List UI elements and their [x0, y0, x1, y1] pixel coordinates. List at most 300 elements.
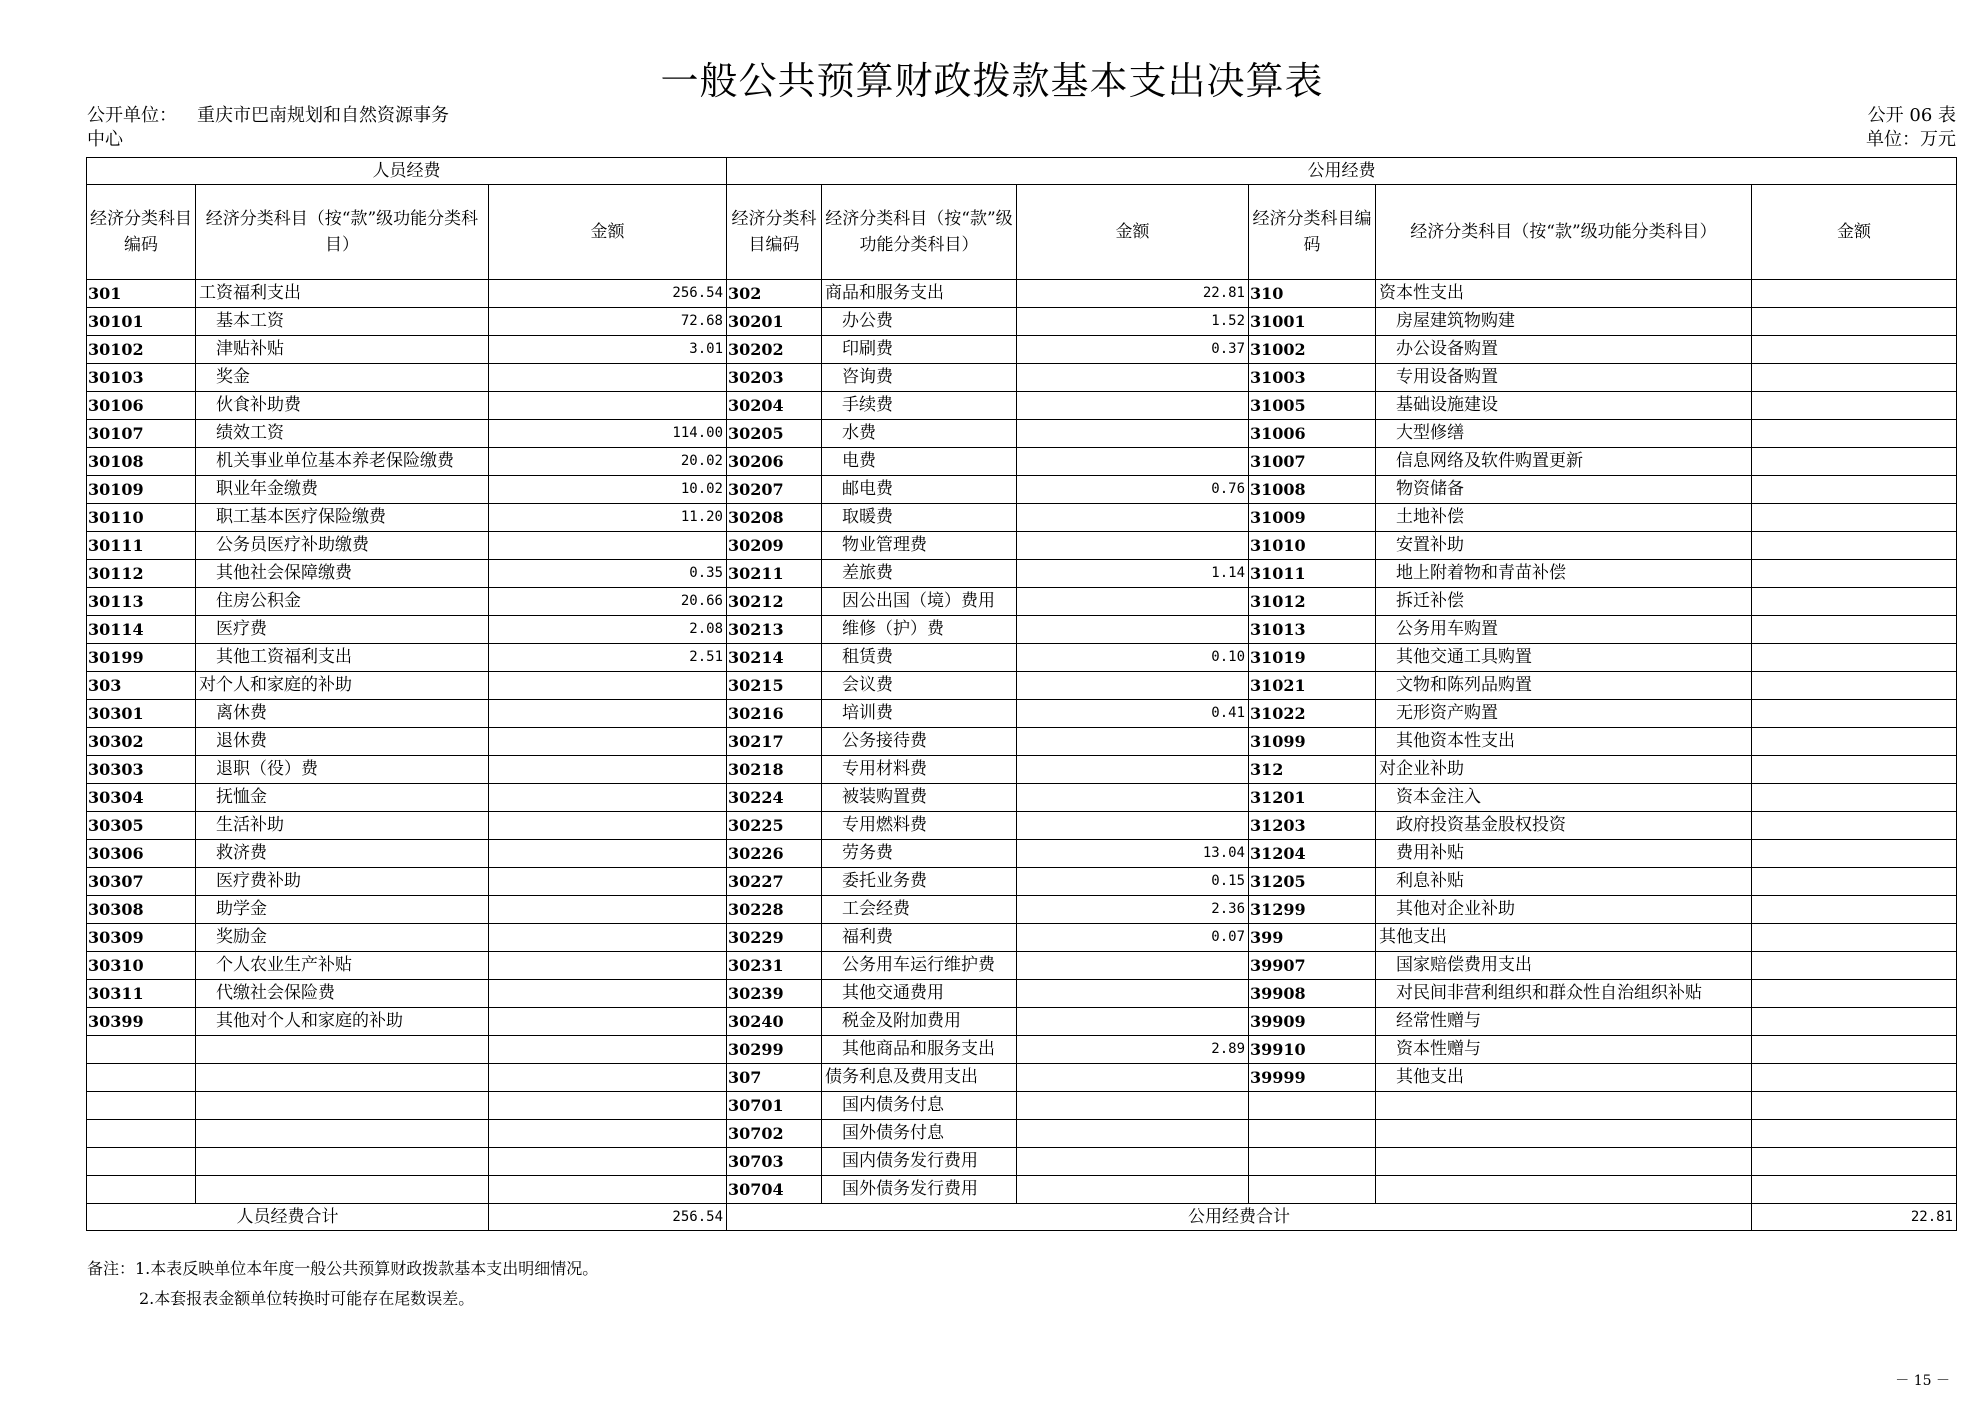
- item-name: 奖励金: [196, 924, 489, 952]
- unit-name: 重庆市巴南规划和自然资源事务: [197, 105, 449, 126]
- item-amount: [489, 924, 727, 952]
- table-row: [87, 1064, 1957, 1092]
- item-code: 310: [1249, 280, 1376, 308]
- table-row: [87, 392, 1957, 420]
- totals-row: [87, 1204, 1957, 1231]
- item-amount: [489, 1008, 727, 1036]
- table-row: [87, 924, 1957, 952]
- item-name: 其他资本性支出: [1376, 728, 1752, 756]
- item-name: [196, 1176, 489, 1204]
- item-amount: [1752, 784, 1957, 812]
- item-amount: 2.89: [1017, 1036, 1249, 1064]
- item-name: 维修（护）费: [822, 616, 1017, 644]
- item-name: 经常性赠与: [1376, 1008, 1752, 1036]
- item-amount: [1017, 672, 1249, 700]
- item-code: 30211: [727, 560, 822, 588]
- col-header-name: 经济分类科目（按“款”级功能分类科目）: [196, 185, 489, 280]
- item-name: 离休费: [196, 700, 489, 728]
- public-total-amount: 22.81: [1752, 1204, 1957, 1231]
- note-line-2: 2.本套报表金额单位转换时可能存在尾数误差。: [139, 1289, 475, 1308]
- item-name: 生活补助: [196, 812, 489, 840]
- item-amount: 0.07: [1017, 924, 1249, 952]
- table-row: [87, 532, 1957, 560]
- item-name: 基本工资: [196, 308, 489, 336]
- item-amount: [489, 980, 727, 1008]
- item-name: 其他工资福利支出: [196, 644, 489, 672]
- item-amount: [1752, 364, 1957, 392]
- item-amount: [1017, 1148, 1249, 1176]
- item-name: 其他交通工具购置: [1376, 644, 1752, 672]
- item-code: 31019: [1249, 644, 1376, 672]
- item-amount: [1752, 476, 1957, 504]
- item-name: [196, 1120, 489, 1148]
- item-code: 31008: [1249, 476, 1376, 504]
- item-name: 个人农业生产补贴: [196, 952, 489, 980]
- notes: [87, 1254, 598, 1314]
- item-name: 取暖费: [822, 504, 1017, 532]
- item-amount: [489, 840, 727, 868]
- item-amount: [1017, 588, 1249, 616]
- item-name: 咨询费: [822, 364, 1017, 392]
- item-amount: [489, 700, 727, 728]
- item-amount: 0.10: [1017, 644, 1249, 672]
- table-row: [87, 672, 1957, 700]
- item-code: 30108: [87, 448, 196, 476]
- item-code: 30113: [87, 588, 196, 616]
- item-code: 30103: [87, 364, 196, 392]
- item-amount: 0.35: [489, 560, 727, 588]
- item-amount: [1017, 952, 1249, 980]
- item-amount: [1752, 280, 1957, 308]
- unit-name-continued: 中心: [87, 129, 123, 150]
- table-row: [87, 616, 1957, 644]
- table-row: [87, 476, 1957, 504]
- item-code: 31021: [1249, 672, 1376, 700]
- item-code: 30213: [727, 616, 822, 644]
- item-name: 职工基本医疗保险缴费: [196, 504, 489, 532]
- table-row: [87, 644, 1957, 672]
- item-name: 邮电费: [822, 476, 1017, 504]
- item-name: 物业管理费: [822, 532, 1017, 560]
- table-row: [87, 784, 1957, 812]
- item-amount: 1.14: [1017, 560, 1249, 588]
- item-code: 30217: [727, 728, 822, 756]
- item-code: 303: [87, 672, 196, 700]
- item-code: 31012: [1249, 588, 1376, 616]
- item-code: 30224: [727, 784, 822, 812]
- item-code: [1249, 1092, 1376, 1120]
- table-row: [87, 700, 1957, 728]
- item-code: 30310: [87, 952, 196, 980]
- item-amount: [1752, 1064, 1957, 1092]
- item-code: 30399: [87, 1008, 196, 1036]
- item-amount: [489, 896, 727, 924]
- item-amount: 0.37: [1017, 336, 1249, 364]
- table-row: [87, 952, 1957, 980]
- item-code: 30703: [727, 1148, 822, 1176]
- item-code: 30206: [727, 448, 822, 476]
- col-header-name: 经济分类科目（按“款”级功能分类科目）: [822, 185, 1017, 280]
- item-name: 信息网络及软件购置更新: [1376, 448, 1752, 476]
- item-code: 30305: [87, 812, 196, 840]
- item-code: 30201: [727, 308, 822, 336]
- item-name: 国家赔偿费用支出: [1376, 952, 1752, 980]
- item-code: 30226: [727, 840, 822, 868]
- item-amount: [1017, 756, 1249, 784]
- item-name: 对民间非营利组织和群众性自治组织补贴: [1376, 980, 1752, 1008]
- table-row: [87, 560, 1957, 588]
- item-amount: 11.20: [489, 504, 727, 532]
- col-header-amount: 金额: [1752, 185, 1957, 280]
- item-code: 31299: [1249, 896, 1376, 924]
- item-code: 39908: [1249, 980, 1376, 1008]
- item-amount: [1017, 1064, 1249, 1092]
- item-amount: [1752, 1120, 1957, 1148]
- item-code: [87, 1120, 196, 1148]
- personnel-total-label: 人员经费合计: [87, 1204, 489, 1231]
- item-amount: [489, 1092, 727, 1120]
- item-code: 31205: [1249, 868, 1376, 896]
- table-row: [87, 1036, 1957, 1064]
- item-code: 30311: [87, 980, 196, 1008]
- item-name: 其他社会保障缴费: [196, 560, 489, 588]
- item-code: 31002: [1249, 336, 1376, 364]
- item-name: 资本性赠与: [1376, 1036, 1752, 1064]
- section-header-row: [87, 158, 1957, 185]
- item-amount: 20.66: [489, 588, 727, 616]
- item-code: 399: [1249, 924, 1376, 952]
- item-amount: [489, 1036, 727, 1064]
- item-code: 31201: [1249, 784, 1376, 812]
- item-name: 委托业务费: [822, 868, 1017, 896]
- item-amount: [489, 364, 727, 392]
- col-header-code: 经济分类科目编码: [1249, 185, 1376, 280]
- item-name: 奖金: [196, 364, 489, 392]
- item-name: [196, 1036, 489, 1064]
- item-name: 国外债务付息: [822, 1120, 1017, 1148]
- item-code: 30307: [87, 868, 196, 896]
- item-name: 被装购置费: [822, 784, 1017, 812]
- item-code: 30111: [87, 532, 196, 560]
- item-amount: [489, 392, 727, 420]
- item-amount: [1017, 532, 1249, 560]
- item-name: 租赁费: [822, 644, 1017, 672]
- item-code: 30239: [727, 980, 822, 1008]
- item-amount: [1752, 1176, 1957, 1204]
- item-amount: [489, 1064, 727, 1092]
- item-code: 30225: [727, 812, 822, 840]
- item-name: 公务用车购置: [1376, 616, 1752, 644]
- item-amount: 3.01: [489, 336, 727, 364]
- item-name: 退休费: [196, 728, 489, 756]
- item-code: [87, 1176, 196, 1204]
- item-amount: [1752, 560, 1957, 588]
- item-name: 专用设备购置: [1376, 364, 1752, 392]
- table-row: [87, 280, 1957, 308]
- item-code: 30209: [727, 532, 822, 560]
- item-code: [87, 1092, 196, 1120]
- item-name: 住房公积金: [196, 588, 489, 616]
- item-code: 30212: [727, 588, 822, 616]
- item-name: 培训费: [822, 700, 1017, 728]
- col-header-code: 经济分类科目编码: [727, 185, 822, 280]
- item-amount: [1752, 420, 1957, 448]
- item-code: 30114: [87, 616, 196, 644]
- item-amount: [1752, 616, 1957, 644]
- item-amount: 0.41: [1017, 700, 1249, 728]
- form-info: [1866, 104, 1956, 152]
- item-code: 30306: [87, 840, 196, 868]
- item-code: 31013: [1249, 616, 1376, 644]
- personnel-total-amount: 256.54: [489, 1204, 727, 1231]
- item-name: [1376, 1148, 1752, 1176]
- item-name: 抚恤金: [196, 784, 489, 812]
- item-amount: [1017, 1092, 1249, 1120]
- item-name: 安置补助: [1376, 532, 1752, 560]
- col-header-amount: 金额: [1017, 185, 1249, 280]
- item-name: 会议费: [822, 672, 1017, 700]
- table-row: [87, 336, 1957, 364]
- item-name: 绩效工资: [196, 420, 489, 448]
- item-name: 因公出国（境）费用: [822, 588, 1017, 616]
- item-name: [1376, 1176, 1752, 1204]
- item-name: [196, 1148, 489, 1176]
- item-amount: [1017, 1120, 1249, 1148]
- table-row: [87, 840, 1957, 868]
- item-amount: [1752, 1148, 1957, 1176]
- item-name: 对个人和家庭的补助: [196, 672, 489, 700]
- item-amount: [1017, 420, 1249, 448]
- item-amount: 22.81: [1017, 280, 1249, 308]
- item-name: 救济费: [196, 840, 489, 868]
- item-amount: [1752, 1092, 1957, 1120]
- item-name: 福利费: [822, 924, 1017, 952]
- item-amount: [489, 1148, 727, 1176]
- item-amount: 20.02: [489, 448, 727, 476]
- page-title: 一般公共预算财政拨款基本支出决算表: [660, 59, 1324, 103]
- item-name: 资本金注入: [1376, 784, 1752, 812]
- table-row: [87, 1120, 1957, 1148]
- item-name: 国内债务发行费用: [822, 1148, 1017, 1176]
- item-amount: [489, 868, 727, 896]
- item-name: [196, 1092, 489, 1120]
- item-code: 30308: [87, 896, 196, 924]
- item-amount: 0.15: [1017, 868, 1249, 896]
- item-amount: [1752, 840, 1957, 868]
- section-public: 公用经费: [727, 158, 1957, 185]
- item-name: 对企业补助: [1376, 756, 1752, 784]
- item-code: 30202: [727, 336, 822, 364]
- item-name: 公务员医疗补助缴费: [196, 532, 489, 560]
- item-amount: [1752, 448, 1957, 476]
- item-name: 费用补贴: [1376, 840, 1752, 868]
- item-code: 30702: [727, 1120, 822, 1148]
- item-code: 31009: [1249, 504, 1376, 532]
- table-row: [87, 1148, 1957, 1176]
- item-code: [87, 1064, 196, 1092]
- item-code: [1249, 1148, 1376, 1176]
- item-code: 30102: [87, 336, 196, 364]
- table-row: [87, 1176, 1957, 1204]
- item-name: 资本性支出: [1376, 280, 1752, 308]
- item-amount: [1017, 504, 1249, 532]
- item-code: 30704: [727, 1176, 822, 1204]
- item-name: 办公设备购置: [1376, 336, 1752, 364]
- table-row: [87, 812, 1957, 840]
- unit-label: 公开单位：: [87, 105, 177, 126]
- item-amount: [1752, 728, 1957, 756]
- item-name: 其他对企业补助: [1376, 896, 1752, 924]
- item-code: 30106: [87, 392, 196, 420]
- item-amount: [1017, 616, 1249, 644]
- item-name: 物资储备: [1376, 476, 1752, 504]
- item-code: 31006: [1249, 420, 1376, 448]
- unit-info: [87, 104, 449, 152]
- col-header-amount: 金额: [489, 185, 727, 280]
- item-amount: [1752, 532, 1957, 560]
- item-amount: [489, 812, 727, 840]
- item-code: 30701: [727, 1092, 822, 1120]
- table-row: [87, 896, 1957, 924]
- item-name: 退职（役）费: [196, 756, 489, 784]
- column-header-row: [87, 185, 1957, 280]
- item-code: 31001: [1249, 308, 1376, 336]
- item-amount: [489, 1176, 727, 1204]
- item-code: 30228: [727, 896, 822, 924]
- item-amount: 2.51: [489, 644, 727, 672]
- item-code: [1249, 1176, 1376, 1204]
- item-name: 无形资产购置: [1376, 700, 1752, 728]
- item-amount: 0.76: [1017, 476, 1249, 504]
- item-amount: 114.00: [489, 420, 727, 448]
- item-amount: 72.68: [489, 308, 727, 336]
- item-code: 30107: [87, 420, 196, 448]
- table-row: [87, 868, 1957, 896]
- item-code: 30231: [727, 952, 822, 980]
- item-name: 其他交通费用: [822, 980, 1017, 1008]
- item-amount: [1752, 1008, 1957, 1036]
- section-personnel: 人员经费: [87, 158, 727, 185]
- item-name: 代缴社会保险费: [196, 980, 489, 1008]
- item-name: 津贴补贴: [196, 336, 489, 364]
- item-code: 30299: [727, 1036, 822, 1064]
- item-name: 利息补贴: [1376, 868, 1752, 896]
- item-code: 30204: [727, 392, 822, 420]
- item-name: 商品和服务支出: [822, 280, 1017, 308]
- item-amount: [1752, 308, 1957, 336]
- item-amount: [1752, 980, 1957, 1008]
- item-name: 助学金: [196, 896, 489, 924]
- item-name: 机关事业单位基本养老保险缴费: [196, 448, 489, 476]
- item-code: 30227: [727, 868, 822, 896]
- item-amount: [1017, 980, 1249, 1008]
- item-code: 31203: [1249, 812, 1376, 840]
- item-amount: [1752, 952, 1957, 980]
- item-code: 31099: [1249, 728, 1376, 756]
- item-code: 30110: [87, 504, 196, 532]
- item-name: 医疗费补助: [196, 868, 489, 896]
- table-row: [87, 448, 1957, 476]
- item-code: 302: [727, 280, 822, 308]
- item-name: 国外债务发行费用: [822, 1176, 1017, 1204]
- item-code: 30309: [87, 924, 196, 952]
- item-code: 30304: [87, 784, 196, 812]
- item-name: 房屋建筑物购建: [1376, 308, 1752, 336]
- item-code: [1249, 1120, 1376, 1148]
- item-name: [196, 1064, 489, 1092]
- item-name: 其他支出: [1376, 1064, 1752, 1092]
- item-name: 医疗费: [196, 616, 489, 644]
- item-name: 其他商品和服务支出: [822, 1036, 1017, 1064]
- item-amount: [1752, 336, 1957, 364]
- item-code: 31204: [1249, 840, 1376, 868]
- item-amount: [489, 672, 727, 700]
- item-amount: 10.02: [489, 476, 727, 504]
- item-amount: [1017, 448, 1249, 476]
- item-name: 大型修缮: [1376, 420, 1752, 448]
- item-amount: 1.52: [1017, 308, 1249, 336]
- currency-unit: 单位：万元: [1866, 129, 1956, 150]
- item-code: 30302: [87, 728, 196, 756]
- item-amount: 13.04: [1017, 840, 1249, 868]
- table-row: [87, 980, 1957, 1008]
- item-name: 公务用车运行维护费: [822, 952, 1017, 980]
- item-name: 基础设施建设: [1376, 392, 1752, 420]
- item-amount: [1752, 1036, 1957, 1064]
- table-row: [87, 728, 1957, 756]
- item-amount: [489, 784, 727, 812]
- item-code: [87, 1036, 196, 1064]
- expenditure-table: [86, 157, 1957, 1231]
- item-code: 39910: [1249, 1036, 1376, 1064]
- item-name: 其他对个人和家庭的补助: [196, 1008, 489, 1036]
- table-row: [87, 504, 1957, 532]
- item-amount: [1752, 588, 1957, 616]
- item-amount: [1017, 1176, 1249, 1204]
- item-code: 30101: [87, 308, 196, 336]
- item-name: 国内债务付息: [822, 1092, 1017, 1120]
- item-code: 312: [1249, 756, 1376, 784]
- item-code: 30109: [87, 476, 196, 504]
- item-amount: [489, 952, 727, 980]
- item-name: 文物和陈列品购置: [1376, 672, 1752, 700]
- item-amount: 2.36: [1017, 896, 1249, 924]
- item-name: 劳务费: [822, 840, 1017, 868]
- item-amount: [1017, 364, 1249, 392]
- item-amount: [1017, 728, 1249, 756]
- item-amount: 2.08: [489, 616, 727, 644]
- item-code: 39909: [1249, 1008, 1376, 1036]
- item-amount: [1752, 812, 1957, 840]
- item-code: 30215: [727, 672, 822, 700]
- item-code: 30203: [727, 364, 822, 392]
- item-amount: [1752, 392, 1957, 420]
- item-code: 30207: [727, 476, 822, 504]
- item-amount: 256.54: [489, 280, 727, 308]
- table-row: [87, 756, 1957, 784]
- item-name: 政府投资基金股权投资: [1376, 812, 1752, 840]
- item-code: 39999: [1249, 1064, 1376, 1092]
- item-amount: [489, 532, 727, 560]
- item-code: 30112: [87, 560, 196, 588]
- item-amount: [1752, 896, 1957, 924]
- item-code: 30208: [727, 504, 822, 532]
- table-row: [87, 364, 1957, 392]
- table-row: [87, 420, 1957, 448]
- item-amount: [1752, 868, 1957, 896]
- item-code: 39907: [1249, 952, 1376, 980]
- item-code: 31007: [1249, 448, 1376, 476]
